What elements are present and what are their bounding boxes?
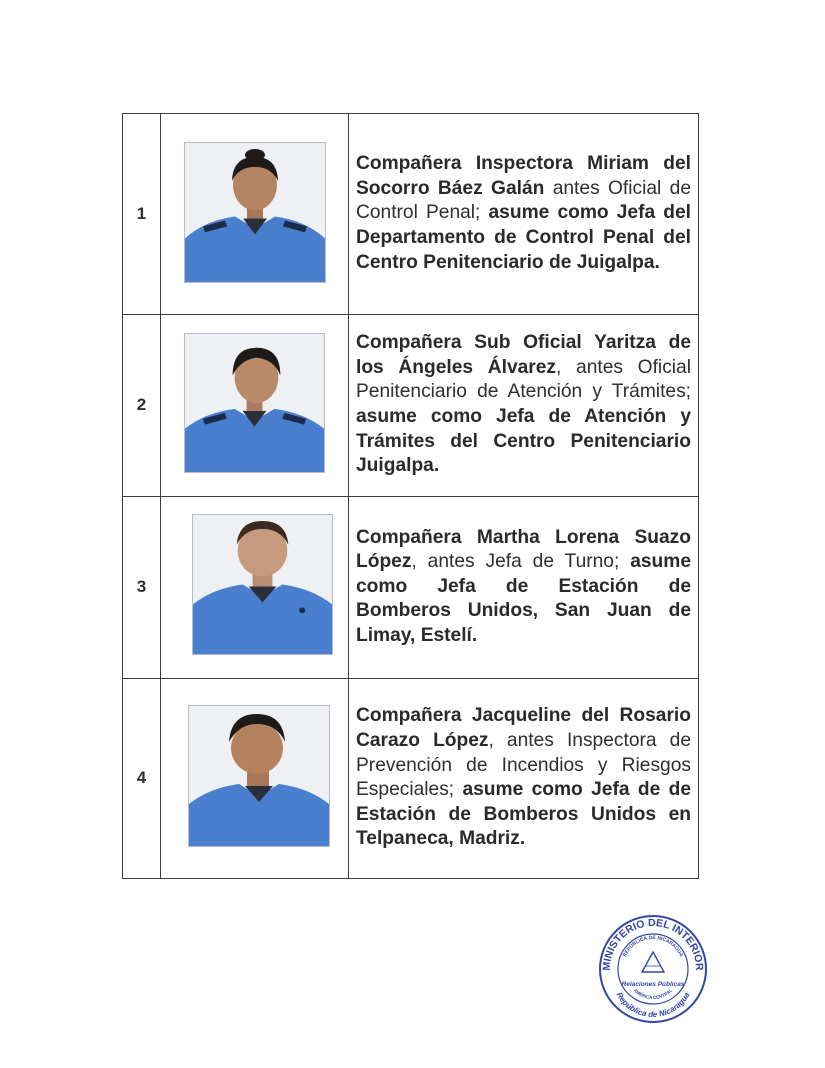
appointments-table xyxy=(122,113,699,879)
table-row xyxy=(123,314,698,496)
row-number: 2 xyxy=(123,314,161,496)
table-row xyxy=(123,114,698,314)
appointment-text: Compañera Martha Lorena Suazo López, antes Jefa de Turno; asume como Jefa de Estación de Bomberos Unidos, San Juan de Limay, Estelí. xyxy=(356,526,691,646)
person-portrait-image xyxy=(193,515,332,654)
svg-text:MINISTERIO DEL INTERIOR xyxy=(601,917,705,971)
table-row xyxy=(123,496,698,678)
seal-outer-bottom: República de Nicaragua xyxy=(614,990,692,1020)
svg-text:REPÚBLICA DE NICARAGUA xyxy=(622,935,684,958)
ministry-seal-stamp xyxy=(598,914,708,1024)
person-portrait-image xyxy=(189,706,329,846)
seal-outer-top: MINISTERIO DEL INTERIOR xyxy=(600,916,706,971)
seal-inner-bottom: AMÉRICA CENTRAL xyxy=(632,987,674,1001)
person-portrait-image xyxy=(185,143,325,282)
appointment-text: Compañera Jacqueline del Rosario Carazo López, antes Inspectora de Prevención de Incendios y Riesgos Especiales; asume como Jefa de de Estación de Bomberos Unidos en Telpaneca, Madriz. xyxy=(356,705,691,850)
table-row xyxy=(123,678,698,878)
row-number: 4 xyxy=(123,678,161,878)
seal-center-label: Relaciones Públicas xyxy=(621,981,685,988)
person-photo xyxy=(184,142,326,283)
row-number: 1 xyxy=(123,114,161,314)
person-photo xyxy=(192,514,333,655)
person-portrait-image xyxy=(185,334,324,472)
person-photo xyxy=(188,705,330,847)
seal-triangle-emblem xyxy=(642,952,664,972)
svg-text:AMÉRICA CENTRAL xyxy=(633,988,674,1001)
appointment-text: Compañera Inspectora Miriam del Socorro Báez Galán antes Oficial de Control Penal; asume como Jefa del Departamento de Control Penal del Centro Penitenciario de Juigalpa. xyxy=(356,153,691,273)
seal-inner-top: REPÚBLICA DE NICARAGUA xyxy=(621,934,685,958)
person-photo xyxy=(184,333,325,473)
appointment-text: Compañera Sub Oficial Yaritza de los Ángeles Álvarez, antes Oficial Penitenciario de Atención y Trámites; asume como Jefa de Atención y Trámites del Centro Penitenciario Juigalpa. xyxy=(356,332,691,477)
row-number: 3 xyxy=(123,496,161,678)
